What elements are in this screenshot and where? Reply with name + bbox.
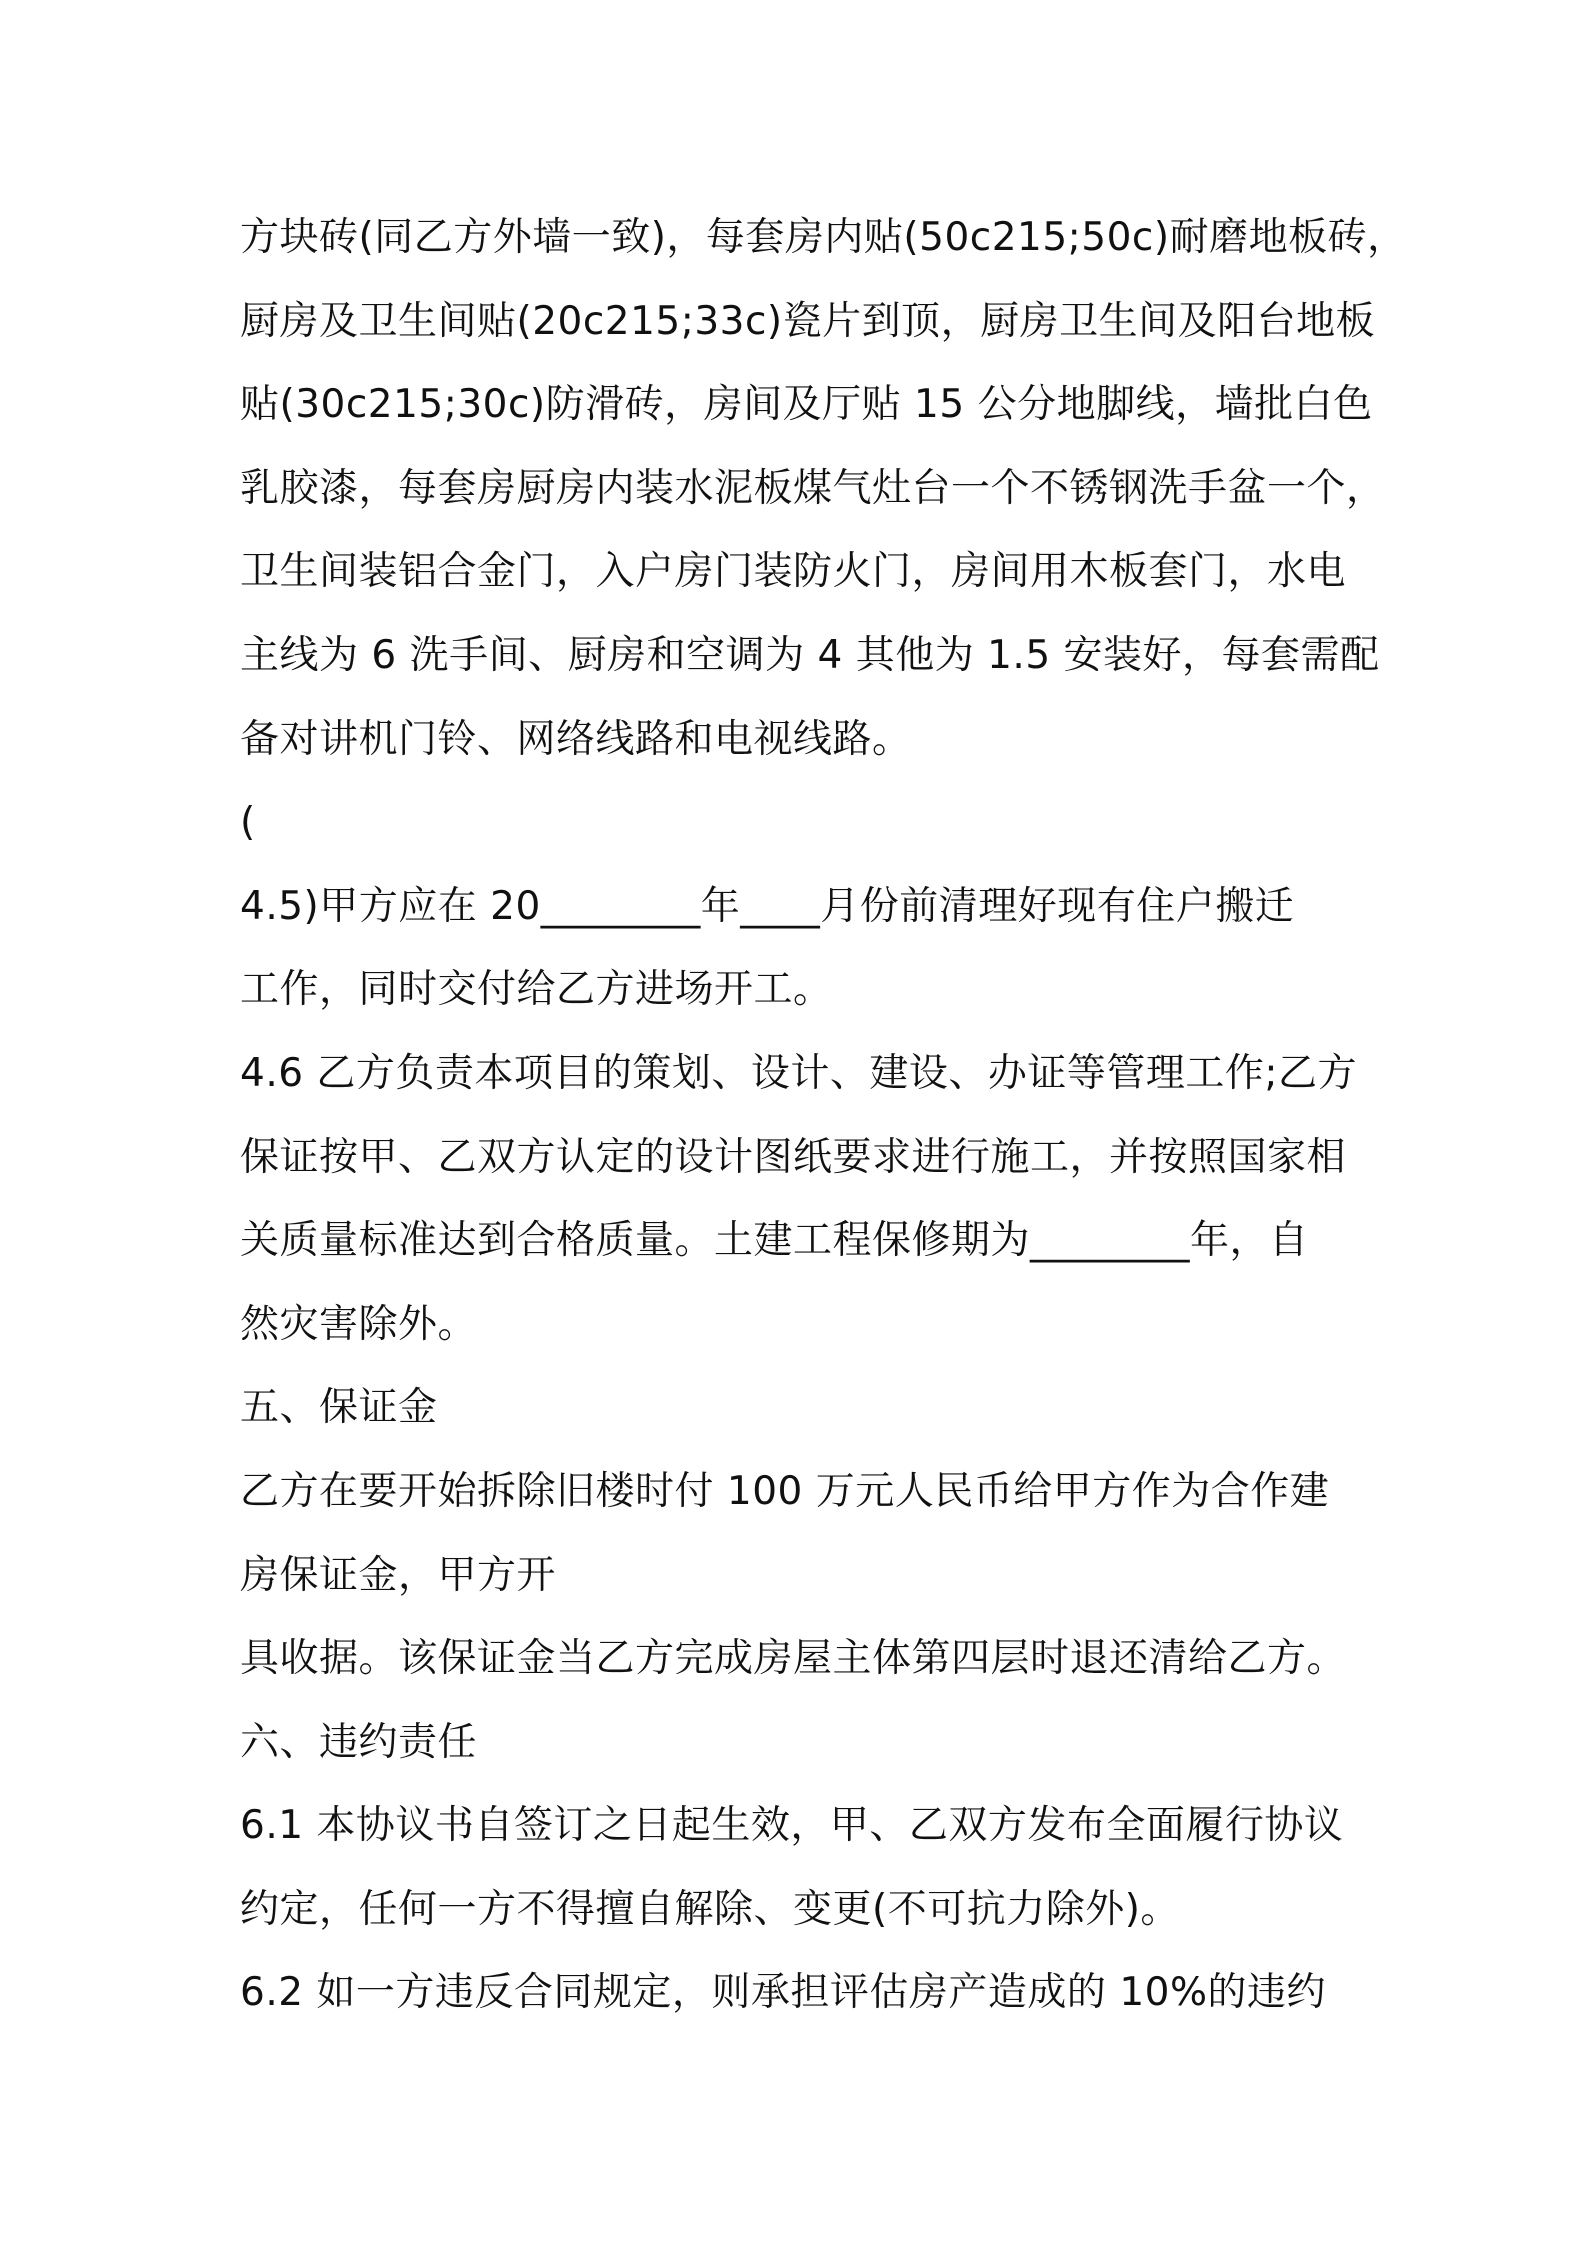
text-line: 保证按甲、乙双方认定的设计图纸要求进行施工，并按照国家相: [240, 1134, 1347, 1180]
text-line: 乳胶漆，每套房厨房内装水泥板煤气灶台一个不锈钢洗手盆一个，: [240, 465, 1386, 511]
text-line: 主线为 6 洗手间、厨房和空调为 4 其他为 1.5 安装好，每套需配: [240, 632, 1380, 678]
text-line: 关质量标准达到合格质量。土建工程保修期为________年，自: [240, 1218, 1309, 1264]
section-heading: 六、违约责任: [240, 1719, 478, 1765]
text-line: 贴(30c215;30c)防滑砖，房间及厅贴 15 公分地脚线，墙批白色: [240, 382, 1373, 428]
text-line: 4.6 乙方负责本项目的策划、设计、建设、办证等管理工作;乙方: [240, 1050, 1358, 1096]
text-line: 具收据。该保证金当乙方完成房屋主体第四层时退还清给乙方。: [240, 1636, 1347, 1682]
text-line: 乙方在要开始拆除旧楼时付 100 万元人民币给甲方作为合作建: [240, 1468, 1330, 1514]
text-line: 4.5)甲方应在 20________年____月份前清理好现有住户搬迁: [240, 883, 1295, 929]
text-line: 房保证金，甲方开: [240, 1552, 557, 1598]
section-heading: 五、保证金: [240, 1385, 438, 1431]
text-line: (: [240, 800, 256, 846]
text-line: 方块砖(同乙方外墙一致)，每套房内贴(50c215;50c)耐磨地板砖，: [240, 215, 1407, 260]
text-line: 卫生间装铝合金门，入户房门装防火门，房间用木板套门，水电: [240, 549, 1347, 595]
text-line: 6.2 如一方违反合同规定，则承担评估房产造成的 10%的违约: [240, 1970, 1327, 2016]
document-body: [240, 196, 1407, 2035]
text-line: 然灾害除外。: [240, 1301, 478, 1347]
text-line: 备对讲机门铃、网络线路和电视线路。: [240, 716, 912, 762]
text-line: 6.1 本协议书自签订之日起生效，甲、乙双方发布全面履行协议: [240, 1803, 1344, 1849]
text-line: 约定，任何一方不得擅自解除、变更(不可抗力除外)。: [240, 1886, 1180, 1932]
text-line: 厨房及卫生间贴(20c215;33c)瓷片到顶，厨房卫生间及阳台地板: [240, 298, 1376, 344]
text-line: 工作，同时交付给乙方进场开工。: [240, 967, 833, 1013]
